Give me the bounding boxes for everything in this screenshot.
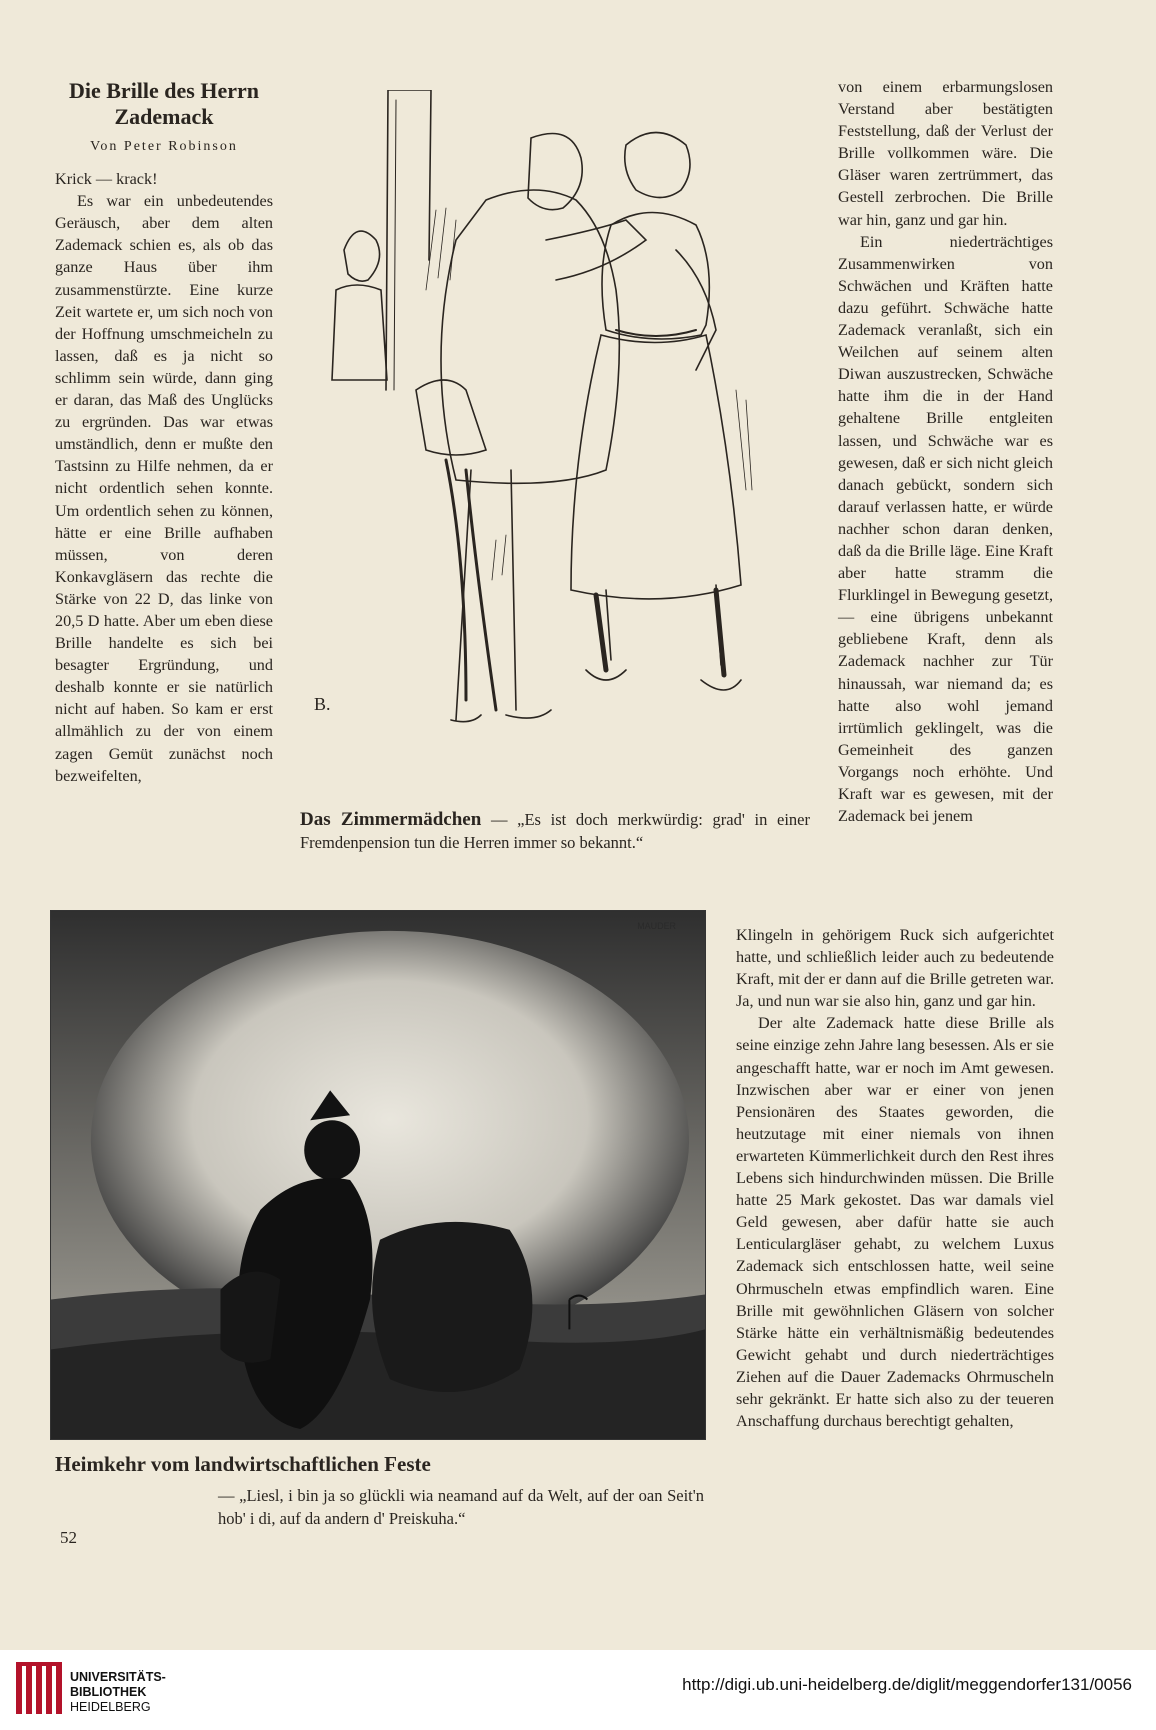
article-left-column bbox=[55, 78, 273, 787]
article-title-line1: Die Brille des Herrn bbox=[68, 78, 259, 103]
illustration-chambermaid bbox=[296, 90, 806, 795]
paragraph: von einem erbarmungslosen Verstand aber bestätigten Feststellung, daß der Verlust der Brille vollkommen wäre. Die Gläser waren zertrümmert, das Gestell zerbrochen. Die Brille war hin, ganz und gar hin. bbox=[838, 78, 1053, 229]
article-continuation bbox=[736, 924, 1054, 1432]
article-author: Von Peter Robinson bbox=[90, 139, 238, 154]
article-title-line2: Zademack bbox=[114, 104, 214, 129]
paragraph: Krick — krack! bbox=[55, 170, 158, 189]
illustration2-signature: MAUDER bbox=[637, 920, 677, 931]
library-name[interactable] bbox=[70, 1670, 166, 1715]
viewer-footer bbox=[0, 1650, 1156, 1730]
library-name-line2: BIBLIOTHEK bbox=[70, 1685, 147, 1699]
page-number: 52 bbox=[60, 1528, 77, 1547]
illustration1-caption-label: Das Zimmermädchen bbox=[300, 809, 482, 830]
paragraph: Klingeln in gehörigem Ruck sich aufgerichtet hatte, und schließlich leider auch zu bedeutende Kraft, mit der er dann auf die Brille getreten war. Ja, und nun war sie also hin, ganz und gar hin. bbox=[736, 926, 1054, 1011]
illustration2-caption-title: Heimkehr vom landwirtschaftlichen Feste bbox=[55, 1452, 431, 1476]
paragraph: Ein niederträchtiges Zusammenwirken von Schwächen und Kräften hatte dazu geführt. Schwäche hatte Zademack veranlaßt, sich ein Weilchen auf seinem alten Diwan auszustrecken, Schwäche hatte ihm die in der Hand gehaltene Brille entgleiten lassen, und Schwäche war es gewesen, daß er sich nicht gleich danach gebückt, sondern sich darauf verlassen hatte, er würde nachher schon daran denken, daß da die Brille läge. Eine Kraft aber hatte stramm die Flurklingel in Bewegung gesetzt, — eine übrigens unbekannt gebliebene Kraft, denn als Zademack nachher zur Tür hinaussah, war niemand da; es hatte also wohl jemand irrtümlich geklingelt, was die Gemeinheit des ganzen Vorgangs noch erhöhte. Und Kraft war es gewesen, mit der Zademack bei jenem bbox=[838, 232, 1053, 826]
library-name-line3: HEIDELBERG bbox=[70, 1700, 151, 1714]
illustration1-caption-text: — „Es ist doch merkwürdig: grad' in einer Fremdenpension tun die Herren immer so bekannt.“ bbox=[300, 810, 811, 852]
illustration1-signature: B. bbox=[314, 694, 331, 714]
illustration1-caption bbox=[300, 808, 810, 854]
illustration-homecoming bbox=[50, 910, 706, 1440]
library-name-line1: UNIVERSITÄTS- bbox=[70, 1670, 166, 1684]
illustration2-caption-text: — „Liesl, i bin ja so glückli wia neamand auf da Welt, auf der oan Seit'n hob' i di, auf da andern d' Preiskuha.“ bbox=[218, 1486, 704, 1528]
university-library-logo[interactable] bbox=[12, 1660, 64, 1720]
article-right-column bbox=[838, 76, 1053, 827]
paragraph: Der alte Zademack hatte diese Brille als seine einzige zehn Jahre lang besessen. Als er sie angeschafft hatte, war er noch im Amt gewesen. Inzwischen aber war er einer von jenen Pensionären des Staates geworden, die heutzutage mit einer niemals von ihnen erwarteten Kümmerlichkeit durch den Rest ihres Lebens sich hindurchwinden müssen. Die Brille hatte 25 Mark gekostet. Das war damals viel Geld gewesen, aber dafür hatte sie auch Lenticulargläser gehabt, zu welchem Luxus Zademack sich entschlossen hatte, weil seine Ohrmuscheln etwas empfindlich waren. Eine Brille mit gewöhnlichen Gläsern von solcher Stärke hätte ein verhältnismäßig bedeutendes Gewicht gehabt und durch niederträchtiges Ziehen auf die Dauer Zademacks Ohrmuscheln sehr gekränkt. Er hatte sich also zu der teueren Anschaffung durchaus berechtigt gehalten, bbox=[736, 1014, 1054, 1431]
document-url-link[interactable]: http://digi.ub.uni-heidelberg.de/diglit/meggendorfer131/0056 bbox=[682, 1675, 1132, 1694]
paragraph: Es war ein unbedeutendes Geräusch, aber dem alten Zademack schien es, als ob das ganze Haus über ihm zusammenstürzte. Eine kurze Zeit wartete er, um sich noch von der Hoffnung umschmeicheln zu lassen, daß es ja nicht so schlimm sein würde, dann ging er daran, das Maß des Unglücks zu ergründen. Das war etwas umständlich, denn er mußte den Tastsinn zu Hilfe nehmen, da er nicht ordentlich sehen konnte. Um ordentlich sehen zu können, hätte er eine Brille aufhaben müssen, von deren Konkavgläsern das rechte die Stärke von 22 D, das linke von 20,5 D hatte. Aber um eben diese Brille handelte es sich bei besagter Ergründung, und deshalb konnte er sie natürlich nicht auf haben. So kam er erst allmählich zu der von einem zagen Gemüt zunächst noch bezweifelten, bbox=[55, 192, 273, 785]
